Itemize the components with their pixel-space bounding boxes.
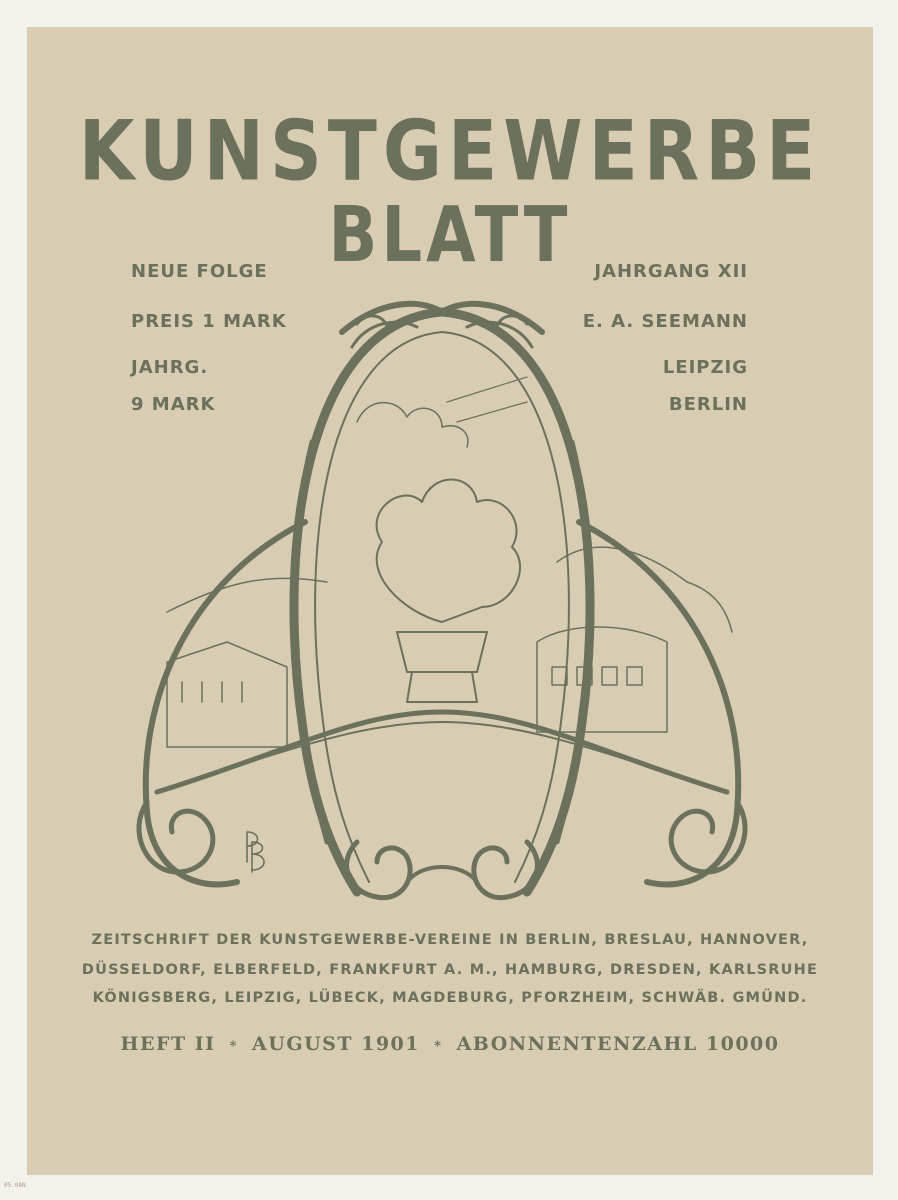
description-line-1: ZEITSCHRIFT DER KUNSTGEWERBE-VEREINE IN BERLIN, BRESLAU, HANNOVER,	[91, 932, 809, 948]
separator-star: *	[434, 1039, 443, 1054]
right-info-berlin: BERLIN	[668, 394, 748, 415]
right-info-publisher: E. A. SEEMANN	[582, 311, 748, 332]
separator-star: *	[229, 1039, 238, 1054]
issue-subscribers: ABONNENTENZAHL 10000	[456, 1033, 780, 1055]
left-info-jahrg: JAHRG.	[131, 357, 209, 378]
left-info-price: PREIS 1 MARK	[131, 311, 287, 332]
masthead-title-line2: BLATT	[328, 191, 572, 281]
poster-sheet	[27, 27, 873, 1175]
right-info-jahrgang: JAHRGANG XII	[594, 261, 748, 282]
masthead-title-line1: KUNSTGEWERBE	[78, 102, 822, 200]
art-nouveau-frame-illustration	[127, 282, 757, 902]
issue-date: AUGUST 1901	[252, 1033, 420, 1055]
left-info-neue-folge: NEUE FOLGE	[131, 261, 268, 282]
issue-heft: HEFT II	[120, 1033, 216, 1055]
left-info-annual-price: 9 MARK	[131, 394, 216, 415]
right-info-leipzig: LEIPZIG	[662, 357, 748, 378]
description-line-3: KÖNIGSBERG, LEIPZIG, LÜBECK, MAGDEBURG, PFORZHEIM, SCHWÄB. GMÜND.	[92, 990, 808, 1006]
archive-mark: 05.0AN	[4, 1182, 26, 1189]
issue-line	[27, 1033, 873, 1055]
description-line-2: DÜSSELDORF, ELBERFELD, FRANKFURT A. M., HAMBURG, DRESDEN, KARLSRUHE	[81, 962, 819, 978]
